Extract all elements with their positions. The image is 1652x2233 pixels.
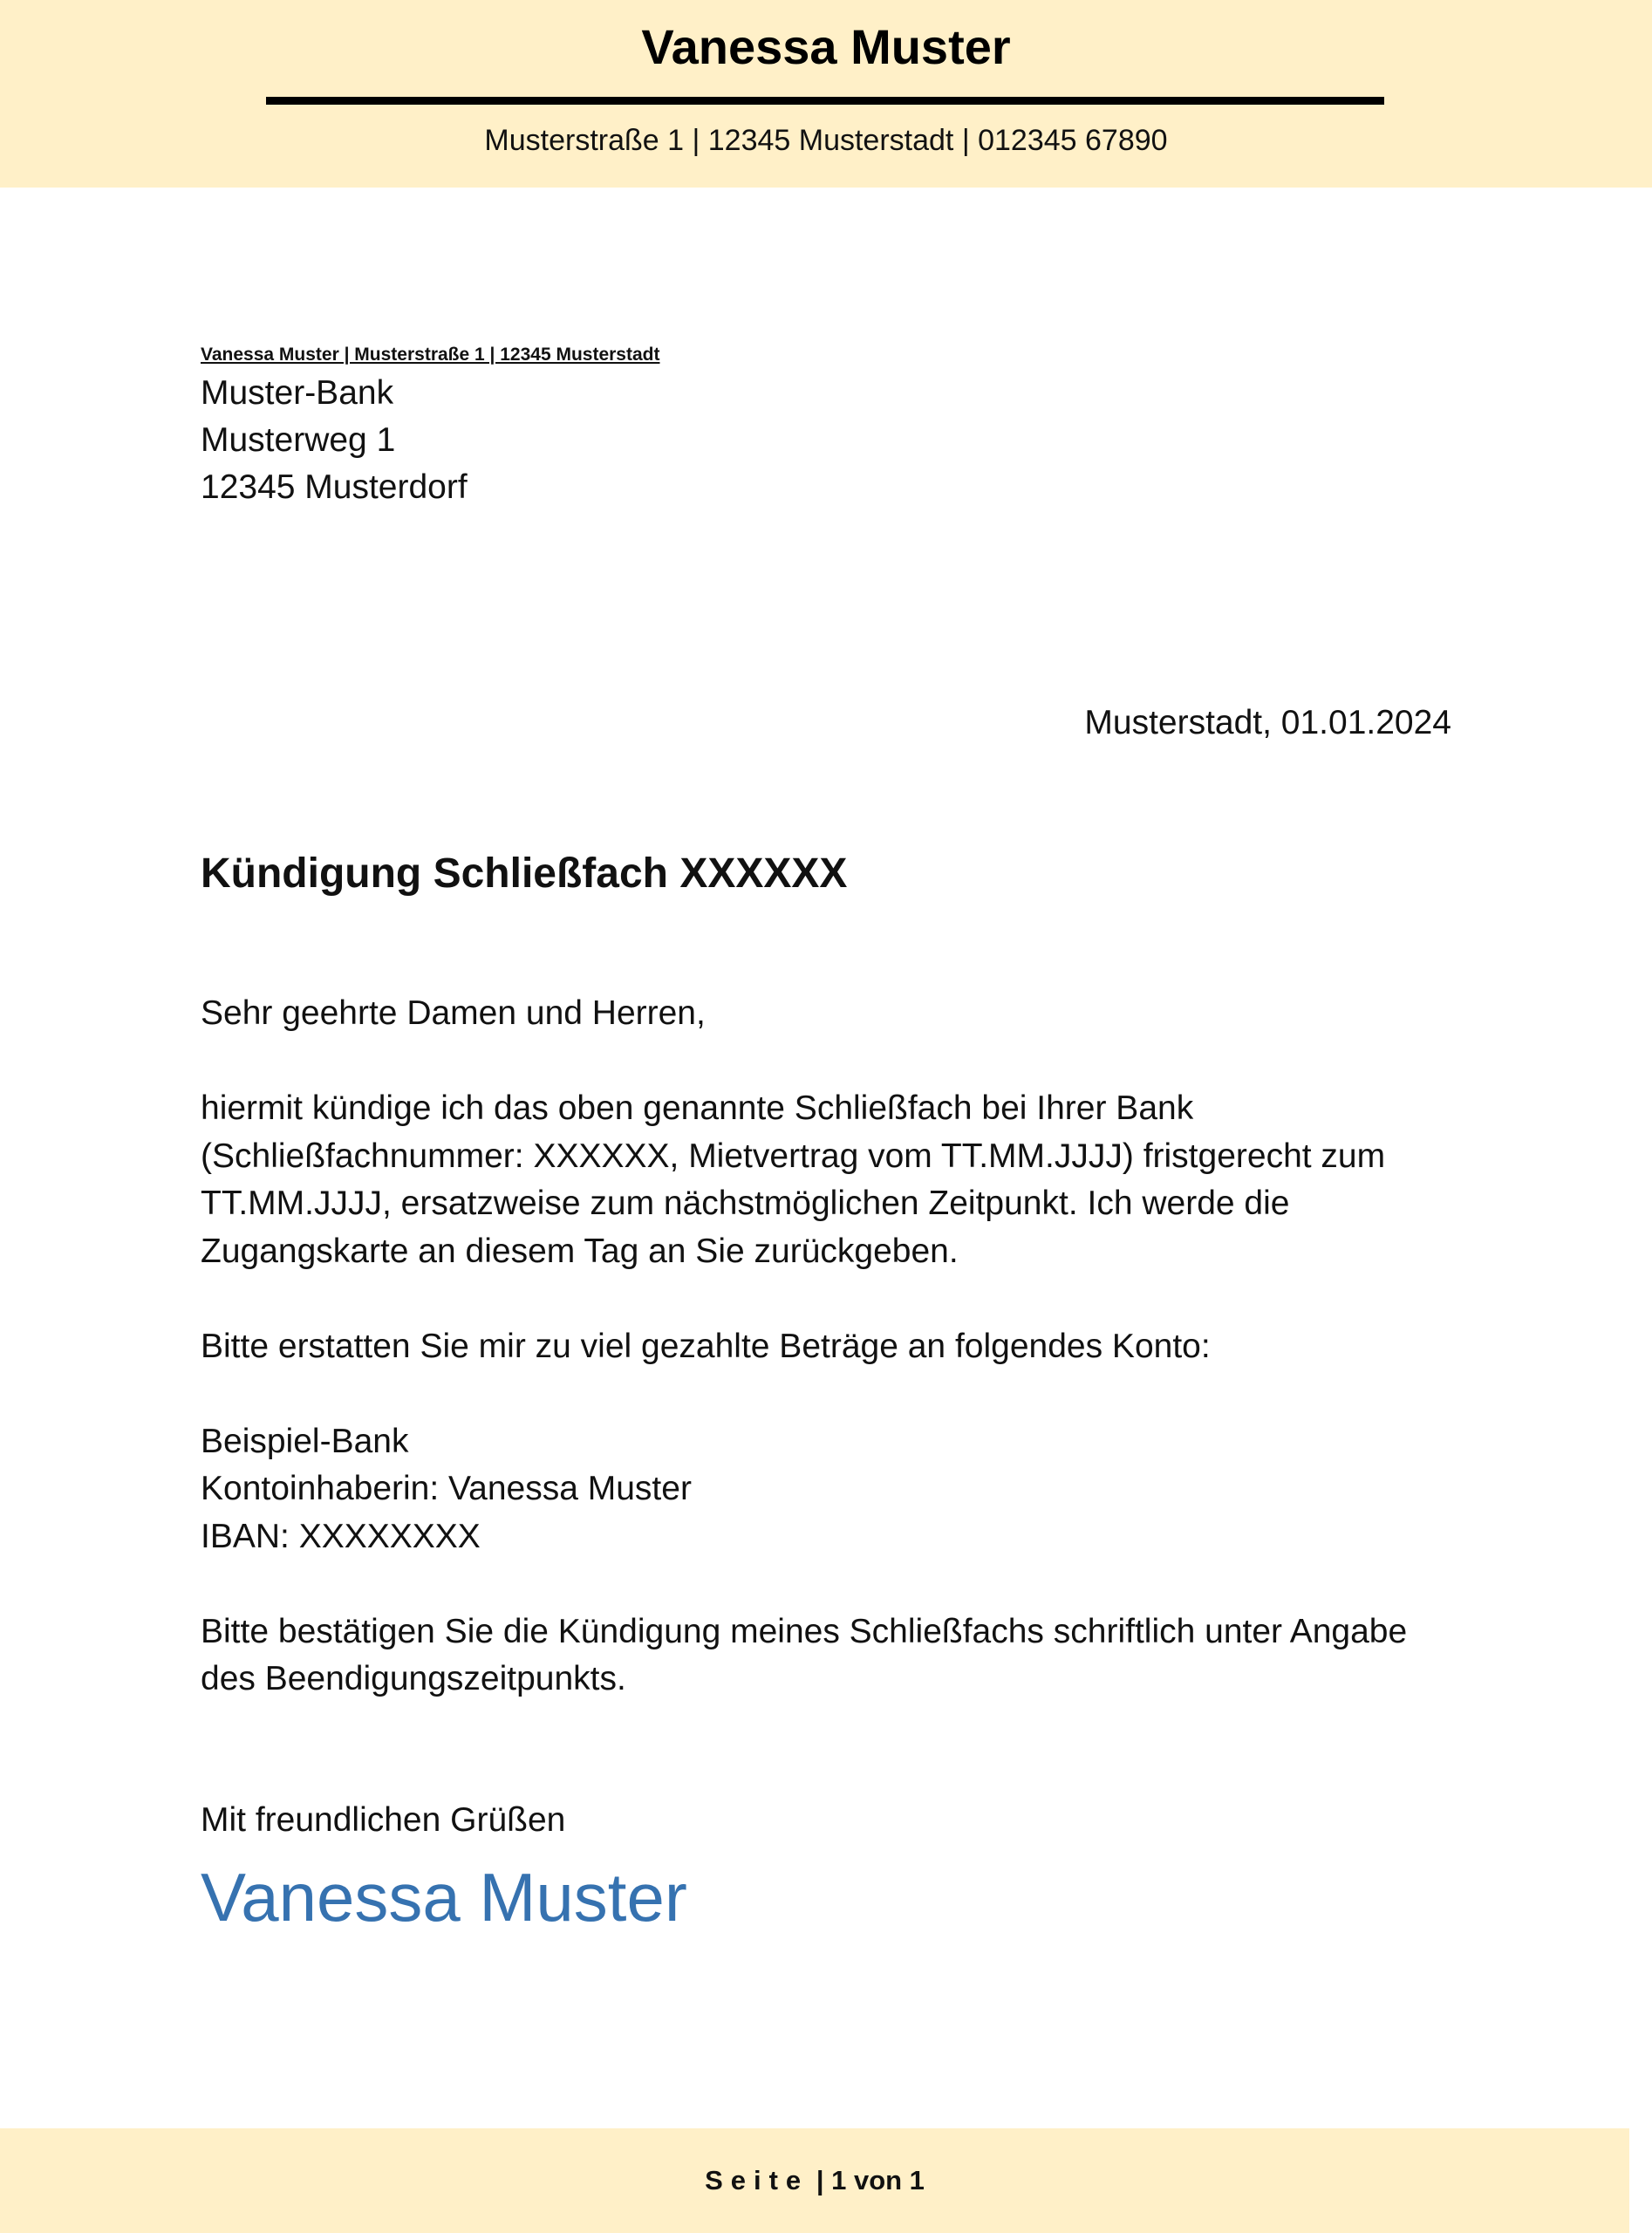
letter-body: [201, 990, 1465, 1751]
letter-date: Musterstadt, 01.01.2024: [1084, 704, 1451, 741]
recipient-city: 12345 Musterdorf: [201, 468, 468, 506]
page-footer: [0, 2128, 1629, 2233]
body-paragraph-refund: Bitte erstatten Sie mir zu viel gezahlte Beträge an folgendes Konto:: [201, 1327, 1211, 1365]
recipient-street: Musterweg 1: [201, 421, 396, 459]
body-paragraph-confirmation: Bitte bestätigen Sie die Kündigung meines Schließfachs schriftlich unter Angabe des Beendigungszeitpunkts.: [201, 1612, 1408, 1697]
recipient-name: Muster-Bank: [201, 374, 394, 412]
signature: Vanessa Muster: [201, 1859, 687, 1936]
salutation: Sehr geehrte Damen und Herren,: [201, 994, 706, 1032]
iban: IBAN: XXXXXXXX: [201, 1517, 481, 1555]
page-count: | 1 von 1: [816, 2165, 925, 2195]
letterhead-name: Vanessa Muster: [641, 19, 1011, 74]
bank-details: [201, 1418, 1465, 1561]
letter-subject: Kündigung Schließfach XXXXXX: [201, 850, 848, 897]
letterhead: [0, 0, 1652, 188]
closing-formula: Mit freundlichen Grüßen: [201, 1801, 566, 1839]
page-number: [0, 2161, 1629, 2200]
page-label: Seite: [705, 2165, 809, 2195]
recipient-address: [201, 370, 468, 511]
body-paragraph-termination: hiermit kündige ich das oben genannte Schließfach bei Ihrer Bank (Schließfachnummer: XXXXXX, Mietvertrag vom TT.MM.JJJJ) fristgerecht zum TT.MM.JJJJ, ersatzweise zum nächstmöglichen Zeitpunkt. Ich werde die Zugangskarte an diesem Tag an Sie zurückgeben.: [201, 1089, 1386, 1270]
sender-return-address: Vanessa Muster | Musterstraße 1 | 12345 Musterstadt: [201, 345, 660, 365]
letterhead-contact: Musterstraße 1 | 12345 Musterstadt | 012345 67890: [484, 124, 1168, 157]
bank-name: Beispiel-Bank: [201, 1422, 409, 1460]
letterhead-divider: [266, 97, 1384, 105]
account-holder: Kontoinhaberin: Vanessa Muster: [201, 1470, 692, 1507]
